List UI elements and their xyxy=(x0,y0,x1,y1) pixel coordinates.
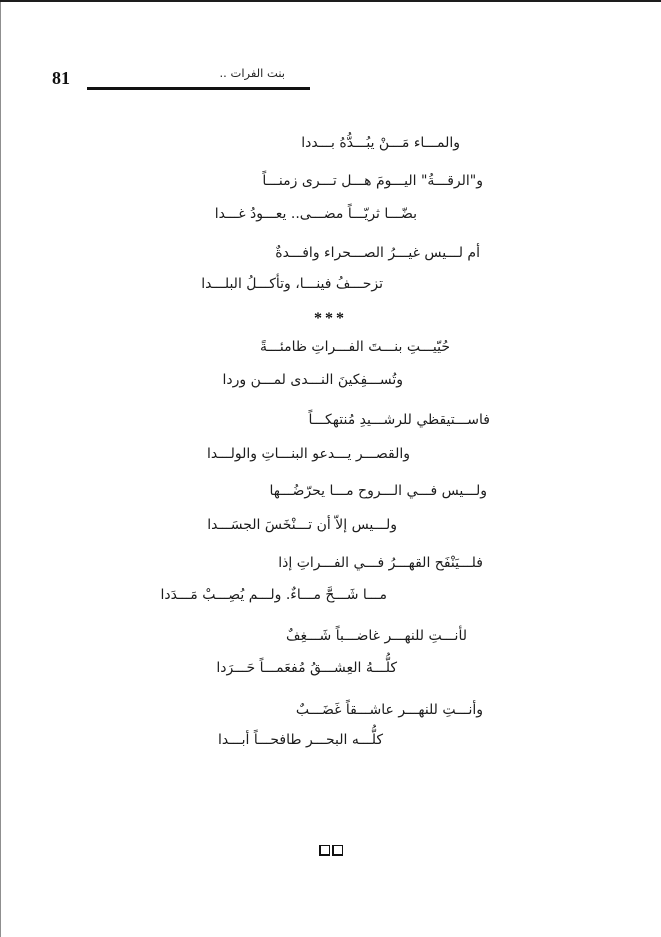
verse-line: حُيّيـــتِ بنـــتَ الفـــراتِ ظامئـــةً xyxy=(260,339,450,355)
verse-line: كلُّـــهُ العِشـــقُ مُفعَمـــاً حَـــرَدا xyxy=(216,660,397,676)
verse-line: مـــا شَـــحَّ مـــاءٌ. ولـــم يُصِـــبْ مَـــدَدا xyxy=(160,587,387,603)
verse-line: كلُّـــه البحـــر طافحـــاً أبـــدا xyxy=(218,732,383,748)
page-number: 81 xyxy=(52,68,70,88)
end-square-icon xyxy=(332,845,343,856)
end-ornament xyxy=(318,840,344,859)
verse-line: والقصـــر يـــدعو البنـــاتِ والولـــدا xyxy=(207,446,410,462)
verse-line: ولـــيس إلاّ أن تـــنْخَسَ الجسَـــدا xyxy=(207,517,397,533)
verse-line: فاســـتيقظي للرشـــيدِ مُنتهكـــاً xyxy=(308,412,490,428)
verse-line: أم لـــيس غيـــرُ الصـــحراء وافـــدةٌ xyxy=(275,245,480,261)
stanza-divider: *** xyxy=(314,310,347,327)
poem-block xyxy=(0,2,661,937)
verse-line: تزحـــفُ فينـــا، وتأكـــلُ البلـــدا xyxy=(201,276,383,292)
verse-line: ولـــيس فـــي الـــروح مـــا يحرّضُـــها xyxy=(269,483,487,499)
verse-line: فلـــيَنْفَح القهـــرُ فـــي الفـــراتِ إذا xyxy=(278,555,483,571)
verse-line: والمـــاء مَـــنْ يبُـــدُّهُ بـــددا xyxy=(301,135,460,151)
end-square-icon xyxy=(319,845,330,856)
verse-line: بضّـــا ثريّـــاً مضـــى.. يعـــودُ غـــدا xyxy=(214,206,417,222)
verse-line: وأنـــتِ للنهـــر عاشـــقاً غَضَـــبٌ xyxy=(295,702,483,718)
verse-line: لأنـــتِ للنهـــر غاضـــباً شَـــغِفٌ xyxy=(286,628,467,644)
page-title: بنت الفرات .. xyxy=(219,66,285,80)
verse-line: و"الرقـــةُ" اليـــومَ هـــل تـــرى زمنـــاً xyxy=(262,173,483,189)
verse-line: وتُســـفِكينَ النـــدى لمـــن وردا xyxy=(222,372,403,388)
